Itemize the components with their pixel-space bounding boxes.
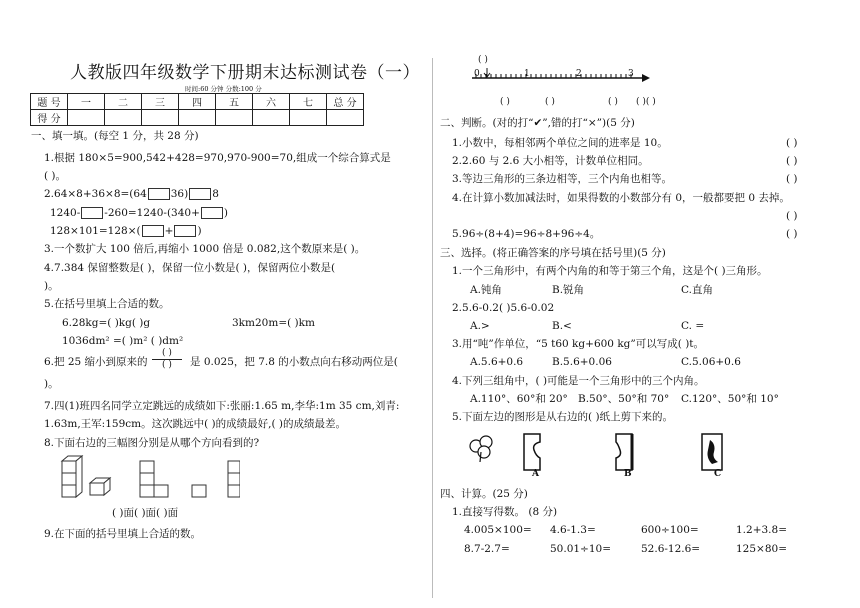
numline-answer[interactable]: ( ) xyxy=(608,97,618,107)
q2b-text: 1240- xyxy=(50,207,81,219)
cube-views-figure xyxy=(60,455,240,500)
question-5b: 3km20m=( )km xyxy=(232,317,315,329)
calc-item: 52.6-12.6= xyxy=(641,543,701,555)
numline-label: 2 xyxy=(576,69,582,79)
judge-2: 2.2.60 与 2.6 大小相等，计数单位相同。 xyxy=(452,155,649,167)
paper-option-a-icon xyxy=(524,434,540,470)
choice-3-option[interactable]: A.5.6+0.6 xyxy=(470,356,524,368)
judge-1: 1.小数中，每相邻两个单位之间的进率是 10。 xyxy=(452,137,668,149)
choice-4: 4.下列三组角中，( )可能是一个三角形中的三个内角。 xyxy=(452,375,705,387)
shape-label: B xyxy=(624,469,632,479)
score-header-cell: 题 号 xyxy=(31,94,68,110)
score-header-cell: 七 xyxy=(290,94,327,110)
answer-box[interactable] xyxy=(148,188,170,200)
number-line-svg xyxy=(470,64,650,96)
choice-2-option[interactable]: B.< xyxy=(552,320,572,332)
q2b-text: ) xyxy=(223,207,228,219)
q2c-text: 128×101=128×( xyxy=(50,225,141,237)
question-9: 9.在下面的括号里填上合适的数。 xyxy=(44,528,202,540)
score-header-row xyxy=(31,94,364,110)
score-cell[interactable] xyxy=(142,110,179,126)
section-1-heading: 一、填一填。(每空 1 分，共 28 分) xyxy=(31,130,199,142)
question-6-text: 是 0.025，把 7.8 的小数点向右移动两位是( xyxy=(190,356,398,368)
shape-label: C xyxy=(714,469,722,479)
question-3: 3.一个数扩大 100 倍后,再缩小 1000 倍是 0.082,这个数原来是( )。 xyxy=(44,243,366,255)
numline-answer[interactable]: ( ) xyxy=(500,97,510,107)
question-7-line2: 1.63m,王军:159cm。这次跳远中( )的成绩最好,( )的成绩最差。 xyxy=(44,418,346,430)
judge-3: 3.等边三角形的三条边相等，三个内角也相等。 xyxy=(452,173,673,185)
q2a-text: 36) xyxy=(170,188,189,200)
answer-box[interactable] xyxy=(201,207,223,219)
score-header-cell: 六 xyxy=(253,94,290,110)
score-table xyxy=(30,93,364,126)
choice-1-option[interactable]: C.直角 xyxy=(681,284,713,296)
question-5c: 1036dm² =( )m² ( )dm² xyxy=(62,335,184,347)
calc-item: 1.2+3.8= xyxy=(736,524,787,536)
score-header-cell: 一 xyxy=(68,94,105,110)
q2b-text: -260=1240-(340+ xyxy=(104,207,200,219)
answer-box[interactable] xyxy=(174,225,196,237)
question-2a xyxy=(44,188,219,201)
question-1: 1.根据 180×5=900,542+428=970,970-900=70,组成一个综合算式是 xyxy=(44,152,391,164)
choice-1: 1.一个三角形中，有两个内角的和等于第三个角，这是个( )三角形。 xyxy=(452,265,768,277)
answer-box[interactable] xyxy=(81,207,103,219)
question-4-end: )。 xyxy=(44,280,59,292)
calc-item: 125×80= xyxy=(736,543,787,555)
judge-3-answer[interactable]: ( ) xyxy=(786,173,798,185)
question-6: 6.把 25 缩小到原来的 xyxy=(44,356,148,368)
paper-option-c-icon xyxy=(702,434,722,470)
score-cell[interactable] xyxy=(253,110,290,126)
section-4-heading: 四、计算。(25 分) xyxy=(440,488,528,500)
cube-solid-icon xyxy=(60,455,240,500)
calc-item: 8.7-2.7= xyxy=(464,543,510,555)
score-header-cell: 二 xyxy=(105,94,142,110)
calc-item: 4.005×100= xyxy=(464,524,532,536)
shape-label: A xyxy=(532,469,539,479)
calc-item: 50.01÷10= xyxy=(550,543,612,555)
choice-1-option[interactable]: A.钝角 xyxy=(470,284,502,296)
fraction-denominator[interactable]: ( ) xyxy=(152,359,182,371)
column-divider xyxy=(432,58,433,598)
question-6-end: )。 xyxy=(44,378,59,390)
judge-4: 4.在计算小数加减法时，如果得数的小数部分有 0，一般都要把 0 去掉。 xyxy=(452,192,790,204)
question-5: 5.在括号里填上合适的数。 xyxy=(44,298,170,310)
judge-1-answer[interactable]: ( ) xyxy=(786,137,798,149)
exam-info: 时间:60 分钟 分数:100 分 xyxy=(185,85,262,93)
judge-5-answer[interactable]: ( ) xyxy=(786,228,798,240)
q2a-text: 2.64×8+36×8=(64 xyxy=(44,188,147,200)
question-1-answer: ( )。 xyxy=(44,170,67,182)
section-3-heading: 三、选择。(将正确答案的序号填在括号里)(5 分) xyxy=(440,247,666,259)
choice-4-option[interactable]: A.110°、60°和 20° xyxy=(470,393,568,405)
score-cell[interactable] xyxy=(327,110,364,126)
question-5a: 6.28kg=( )kg( )g xyxy=(62,317,151,329)
question-7: 7.四(1)班四名同学立定跳远的成绩如下:张丽:1.65 m,李华:1m 35 cm,刘青: xyxy=(44,400,400,412)
choice-3-option[interactable]: C.5.06+0.6 xyxy=(681,356,741,368)
page-title: 人教版四年级数学下册期末达标测试卷（一） xyxy=(70,63,420,83)
choice-4-option[interactable]: B.50°、50°和 70° xyxy=(578,393,670,405)
score-cell[interactable] xyxy=(68,110,105,126)
calc-subheading: 1.直接写得数。 (8 分) xyxy=(452,506,558,518)
question-8: 8.下面右边的三幅图分别是从哪个方向看到的? xyxy=(44,437,260,449)
judge-5: 5.96÷(8+4)=96÷8+96÷4。 xyxy=(452,228,601,240)
score-row xyxy=(31,110,364,126)
choice-2-option[interactable]: C. = xyxy=(681,320,705,332)
numline-label: 1 xyxy=(524,69,530,79)
numline-label: 0 xyxy=(474,69,480,79)
answer-box[interactable] xyxy=(189,188,211,200)
score-header-cell: 四 xyxy=(179,94,216,110)
score-cell[interactable] xyxy=(216,110,253,126)
question-2b xyxy=(50,207,228,220)
paper-shapes-svg xyxy=(462,428,742,478)
score-cell[interactable] xyxy=(290,110,327,126)
choice-3-option[interactable]: B.5.6+0.06 xyxy=(552,356,612,368)
score-header-cell: 三 xyxy=(142,94,179,110)
question-4: 4.7.384 保留整数是( )，保留一位小数是( )，保留两位小数是( xyxy=(44,262,336,274)
choice-1-option[interactable]: B.锐角 xyxy=(552,284,585,296)
numline-answer[interactable]: ( ) xyxy=(545,97,555,107)
choice-2: 2.5.6-0.2( )5.6-0.02 xyxy=(452,302,555,314)
calc-item: 4.6-1.3= xyxy=(550,524,596,536)
calc-item: 600÷100= xyxy=(641,524,699,536)
clover-icon xyxy=(470,436,492,462)
q2a-text: 8 xyxy=(212,188,219,200)
paper-option-b-icon xyxy=(616,434,632,470)
numline-top-paren[interactable]: ( ) xyxy=(478,55,488,65)
fraction xyxy=(152,348,182,371)
paper-shapes-figure xyxy=(462,428,742,478)
choice-3: 3.用“吨”作单位，“5 t60 kg+600 kg”可以写成( )t。 xyxy=(452,338,705,350)
score-header-cell: 总 分 xyxy=(327,94,364,110)
fraction-numerator[interactable]: ( ) xyxy=(162,348,172,358)
choice-4-option[interactable]: C.120°、50°和 10° xyxy=(681,393,779,405)
question-8-answers: ( )面( )面( )面 xyxy=(112,507,179,519)
score-header-cell: 五 xyxy=(216,94,253,110)
numline-label: 3 xyxy=(628,69,634,79)
q2c-text: ) xyxy=(197,225,202,237)
score-row-label: 得 分 xyxy=(31,110,68,126)
question-2c xyxy=(50,225,202,238)
judge-4-answer[interactable]: ( ) xyxy=(786,210,798,222)
numline-answer[interactable]: ( )( ) xyxy=(636,97,656,107)
judge-2-answer[interactable]: ( ) xyxy=(786,155,798,167)
choice-2-option[interactable]: A.> xyxy=(470,320,490,332)
score-cell[interactable] xyxy=(105,110,142,126)
q2c-text: + xyxy=(164,225,174,237)
score-cell[interactable] xyxy=(179,110,216,126)
answer-box[interactable] xyxy=(142,225,164,237)
choice-5: 5.下面左边的图形是从右边的( )纸上剪下来的。 xyxy=(452,411,674,423)
number-line xyxy=(470,64,650,96)
section-2-heading: 二、判断。(对的打“✔”,错的打“×”)(5 分) xyxy=(440,117,635,129)
